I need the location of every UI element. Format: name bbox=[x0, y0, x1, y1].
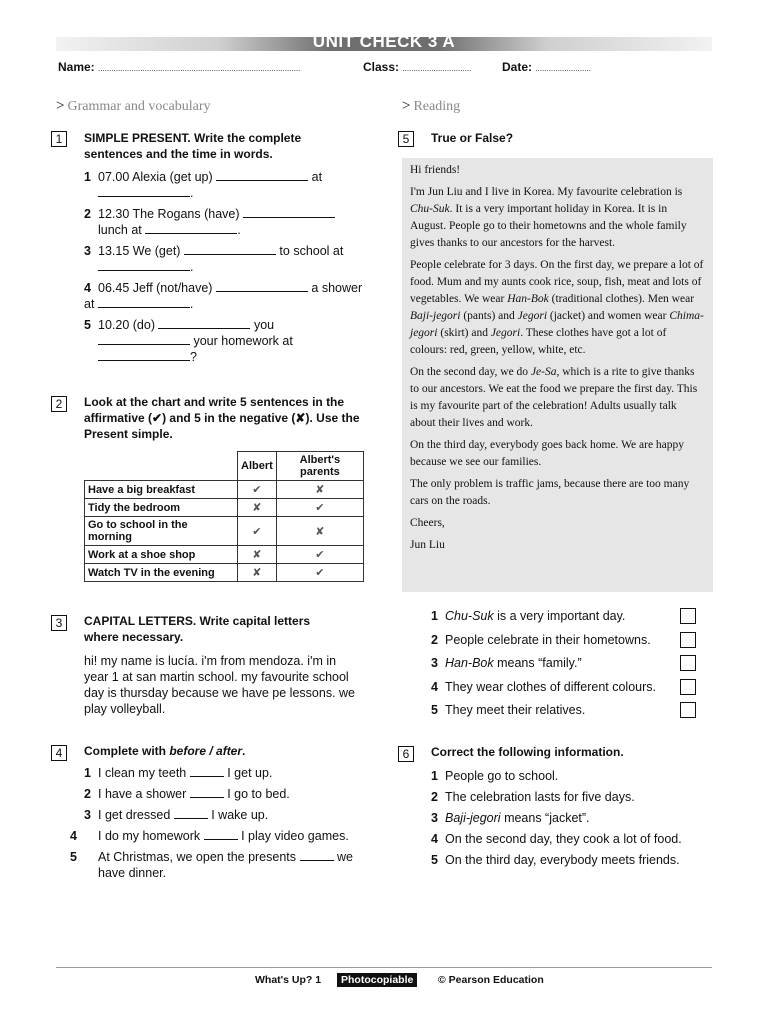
answer-checkbox[interactable] bbox=[680, 679, 696, 695]
answer-blank[interactable] bbox=[190, 786, 224, 798]
mark-cell: ✔ bbox=[276, 499, 363, 517]
exercise-3-text: hi! my name is lucía. i'm from mendoza. i'm in year 1 at san martin school. my favourite school day is thursday because we have pe lessons. we play volleyball. bbox=[84, 654, 355, 716]
list-item: 3 Han-Bok means “family.” bbox=[431, 655, 701, 679]
footer-copyright: © Pearson Education bbox=[438, 974, 544, 986]
activity-cell: Watch TV in the evening bbox=[85, 564, 238, 582]
exercise-6-instruction: Correct the following information. bbox=[431, 745, 624, 759]
table-row bbox=[85, 517, 364, 546]
answer-blank[interactable] bbox=[98, 333, 190, 345]
list-item: 5 10.20 (do) you your homework at ? bbox=[84, 318, 293, 364]
exercise-number: 4 bbox=[51, 745, 67, 761]
exercise-2-instruction: Look at the chart and write 5 sentences in the affirmative (✔) and 5 in the negative (✘). Use the Present simple. bbox=[84, 395, 360, 441]
table-header-row bbox=[85, 452, 364, 481]
answer-blank[interactable] bbox=[216, 169, 308, 181]
activity-cell: Work at a shoe shop bbox=[85, 546, 238, 564]
paragraph: The only problem is traffic jams, because there are too many cars on the roads. bbox=[410, 478, 690, 507]
answer-blank[interactable] bbox=[174, 807, 208, 819]
list-item: 1 People go to school. bbox=[431, 769, 559, 783]
exercise-number: 3 bbox=[51, 615, 67, 631]
mark-cell: ✔ bbox=[276, 546, 363, 564]
photocopiable-badge: Photocopiable bbox=[337, 974, 417, 986]
mark-cell: ✘ bbox=[276, 481, 363, 499]
table-row bbox=[85, 564, 364, 582]
mark-cell: ✔ bbox=[238, 517, 277, 546]
activity-cell: Go to school in the morning bbox=[85, 517, 238, 546]
mark-cell: ✘ bbox=[276, 517, 363, 546]
mark-cell: ✔ bbox=[238, 481, 277, 499]
answer-blank[interactable] bbox=[204, 828, 238, 840]
exercise-6-items bbox=[431, 768, 716, 868]
footer-divider bbox=[56, 967, 712, 968]
footer-book-title: What's Up? 1 bbox=[255, 974, 322, 986]
exercise-4-items bbox=[70, 765, 364, 881]
answer-blank[interactable] bbox=[184, 243, 276, 255]
answer-blank[interactable] bbox=[300, 849, 334, 861]
list-item: 4 06.45 Jeff (not/have) a shower at . bbox=[84, 281, 363, 311]
table-row bbox=[85, 481, 364, 499]
table-row bbox=[85, 499, 364, 517]
exercise-4-instruction: Complete with before / after. bbox=[84, 744, 246, 758]
column-header-albert: Albert bbox=[238, 452, 277, 481]
mark-cell: ✘ bbox=[238, 546, 277, 564]
class-field[interactable] bbox=[363, 60, 471, 74]
exercise-3-instruction: CAPITAL LETTERS. Write capital letters where necessary. bbox=[84, 614, 311, 644]
name-label: Name: bbox=[58, 60, 95, 74]
chevron-right-icon: > bbox=[56, 98, 65, 114]
list-item: 4 I do my homework I play video games. bbox=[70, 829, 349, 843]
empty-header-cell bbox=[85, 452, 238, 481]
exercise-number: 2 bbox=[51, 396, 67, 412]
answer-checkbox[interactable] bbox=[680, 632, 696, 648]
answer-checkbox[interactable] bbox=[680, 655, 696, 671]
answer-blank[interactable] bbox=[243, 206, 335, 218]
column-header-parents: Albert's parents bbox=[276, 452, 363, 481]
activities-chart bbox=[84, 451, 364, 582]
exercise-5-instruction: True or False? bbox=[431, 131, 514, 145]
answer-checkbox[interactable] bbox=[680, 608, 696, 624]
activity-cell: Tidy the bedroom bbox=[85, 499, 238, 517]
exercise-number: 5 bbox=[398, 131, 414, 147]
table-row bbox=[85, 546, 364, 564]
answer-blank[interactable] bbox=[98, 296, 190, 308]
list-item: 4 They wear clothes of different colours. bbox=[431, 679, 701, 703]
paragraph: On the second day, we do Je-Sa, which is a rite to give thanks to our ancestors. We eat the food we prepare the first day. This is my favourite part of the celebration! Adults usually talk about their lives and work. bbox=[410, 366, 698, 429]
list-item: 1 I clean my teeth I get up. bbox=[84, 766, 273, 780]
name-dots: ........................................................................................... bbox=[98, 64, 301, 73]
grammar-section-heading: > Grammar and vocabulary bbox=[56, 98, 211, 114]
true-false-statements bbox=[431, 608, 701, 726]
list-item: 5 They meet their relatives. bbox=[431, 702, 701, 726]
signature-name: Jun Liu bbox=[410, 539, 445, 551]
list-item: 5 On the third day, everybody meets friends. bbox=[431, 853, 680, 867]
mark-cell: ✔ bbox=[276, 564, 363, 582]
answer-blank[interactable] bbox=[98, 349, 190, 361]
date-dots: ......................... bbox=[535, 64, 591, 73]
answer-blank[interactable] bbox=[216, 280, 308, 292]
list-item: 3 I get dressed I wake up. bbox=[84, 808, 269, 822]
answer-blank[interactable] bbox=[190, 765, 224, 777]
answer-checkbox[interactable] bbox=[680, 702, 696, 718]
mark-cell: ✘ bbox=[238, 564, 277, 582]
mark-cell: ✘ bbox=[238, 499, 277, 517]
list-item: 3 13.15 We (get) to school at . bbox=[84, 244, 344, 274]
list-item: 1 07.00 Alexia (get up) at . bbox=[84, 170, 323, 200]
exercise-number: 1 bbox=[51, 131, 67, 147]
greeting: Hi friends! bbox=[410, 164, 461, 176]
list-item: 2 People celebrate in their hometowns. bbox=[431, 632, 701, 656]
list-item: 2 12.30 The Rogans (have) lunch at . bbox=[84, 206, 364, 238]
answer-blank[interactable] bbox=[145, 222, 237, 234]
list-item: 5 At Christmas, we open the presents we have dinner. bbox=[70, 850, 353, 880]
sign-off: Cheers, bbox=[410, 517, 445, 529]
activity-cell: Have a big breakfast bbox=[85, 481, 238, 499]
list-item: 2 I have a shower I go to bed. bbox=[84, 787, 290, 801]
answer-blank[interactable] bbox=[98, 259, 190, 271]
exercise-1-items bbox=[84, 169, 364, 365]
list-item: 2 The celebration lasts for five days. bbox=[431, 790, 635, 804]
list-item: 3 Baji-jegori means “jacket”. bbox=[431, 811, 590, 825]
paragraph: On the third day, everybody goes back home. We are happy because we see our families. bbox=[410, 439, 685, 468]
class-label: Class: bbox=[363, 60, 400, 74]
date-label: Date: bbox=[502, 60, 533, 74]
reading-section-heading: > Reading bbox=[402, 98, 461, 114]
page-title: UNIT CHECK 3 A bbox=[312, 32, 456, 51]
reading-passage bbox=[402, 158, 713, 592]
date-field[interactable] bbox=[502, 60, 591, 74]
paragraph: I'm Jun Liu and I live in Korea. My favourite celebration is Chu-Suk. It is a very important holiday in Korea. It is in August. People go to their hometowns and the whole family gives thanks to our ancestors for the harvest. bbox=[410, 186, 687, 249]
chevron-right-icon: > bbox=[402, 98, 411, 114]
answer-blank[interactable] bbox=[158, 317, 250, 329]
exercise-1-instruction: SIMPLE PRESENT. Write the complete sentences and the time in words. bbox=[84, 131, 302, 161]
class-dots: ............................... bbox=[402, 64, 472, 73]
name-field[interactable] bbox=[58, 60, 300, 74]
list-item: 4 On the second day, they cook a lot of food. bbox=[431, 832, 682, 846]
answer-blank[interactable] bbox=[98, 185, 190, 197]
paragraph: People celebrate for 3 days. On the first day, we prepare a lot of food. Mum and my aunts cook rice, soup, fish, meat and lots of vegetables. We wear Han-Bok (traditional clothes). Men wear Baji-jegori (pants) and Jegori (jacket) and women wear Chima-jegori (skirt) and Jegori. These clothes have got a lot of colours: red, green, yellow, white, etc. bbox=[410, 259, 704, 356]
exercise-number: 6 bbox=[398, 746, 414, 762]
list-item: 1 Chu-Suk is a very important day. bbox=[431, 608, 701, 632]
